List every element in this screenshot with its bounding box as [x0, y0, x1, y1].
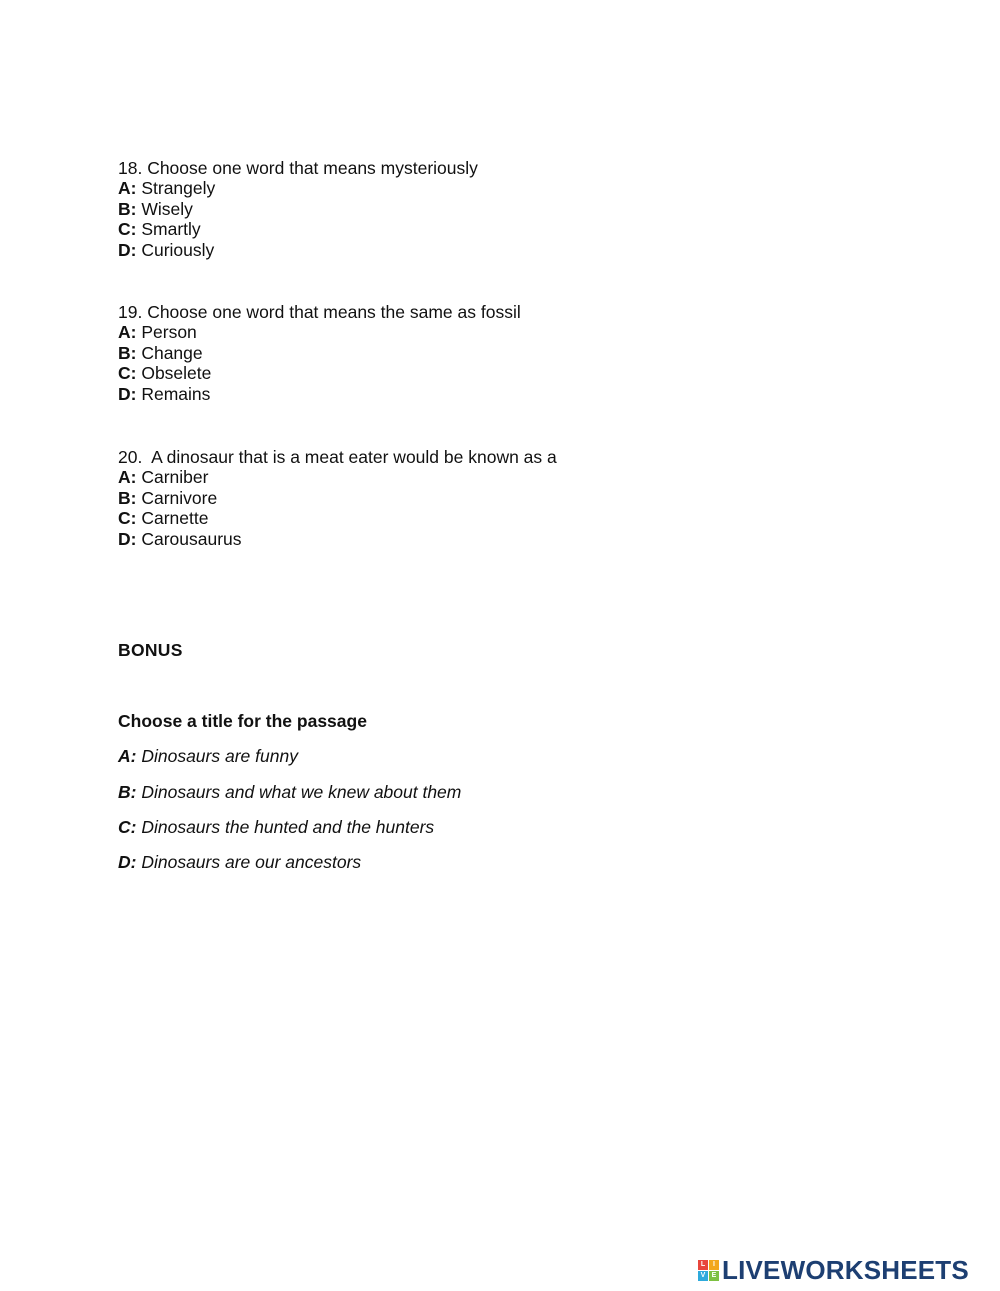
option-letter: C: [118, 817, 137, 837]
question-text: 18. Choose one word that means mysteriously [118, 158, 478, 178]
logo-mark-letter: V [698, 1271, 708, 1281]
option-text: Change [136, 342, 203, 363]
question-text: 19. Choose one word that means the same as fossil [118, 302, 521, 322]
option-letter: D: [118, 528, 137, 549]
option-letter: C: [118, 508, 137, 529]
option-a[interactable] [118, 467, 557, 487]
option-d[interactable] [118, 240, 478, 260]
bonus-option-a[interactable] [118, 746, 298, 767]
option-letter: A: [118, 178, 137, 199]
option-text: Dinosaurs the hunted and the hunters [136, 817, 435, 837]
option-letter: B: [118, 198, 137, 219]
option-text: Carniber [136, 467, 209, 488]
option-letter: D: [118, 852, 137, 872]
liveworksheets-logo [698, 1256, 969, 1284]
option-c[interactable] [118, 508, 557, 528]
bonus-question: Choose a title for the passage [118, 711, 367, 731]
option-d[interactable] [118, 529, 557, 549]
option-text: Strangely [136, 178, 216, 199]
question-18 [118, 158, 478, 260]
option-b[interactable] [118, 199, 478, 219]
option-letter: B: [118, 782, 137, 802]
logo-mark-letter: L [698, 1260, 708, 1270]
option-a[interactable] [118, 178, 478, 198]
option-text: Dinosaurs are funny [136, 746, 298, 766]
logo-mark-icon [698, 1260, 719, 1281]
option-b[interactable] [118, 488, 557, 508]
option-letter: A: [118, 322, 137, 343]
option-text: Dinosaurs are our ancestors [136, 852, 362, 872]
logo-text: LIVEWORKSHEETS [722, 1254, 969, 1285]
option-text: Dinosaurs and what we knew about them [136, 782, 462, 802]
option-text: Person [136, 322, 197, 343]
option-b[interactable] [118, 343, 521, 363]
option-letter: B: [118, 487, 137, 508]
bonus-heading: BONUS [118, 640, 183, 660]
option-text: Curiously [136, 239, 215, 260]
option-d[interactable] [118, 384, 521, 404]
option-letter: B: [118, 342, 137, 363]
question-20 [118, 447, 557, 549]
question-text: 20. A dinosaur that is a meat eater would be known as a [118, 447, 557, 467]
bonus-option-b[interactable] [118, 782, 461, 803]
bonus-option-d[interactable] [118, 852, 361, 873]
option-text: Carousaurus [136, 528, 242, 549]
option-letter: A: [118, 746, 137, 766]
option-text: Remains [136, 383, 211, 404]
option-a[interactable] [118, 322, 521, 342]
option-text: Carnivore [136, 487, 218, 508]
option-letter: D: [118, 383, 137, 404]
option-c[interactable] [118, 219, 478, 239]
logo-mark-letter: I [709, 1260, 719, 1270]
option-text: Obselete [136, 363, 212, 384]
option-letter: A: [118, 467, 137, 488]
option-c[interactable] [118, 363, 521, 383]
logo-mark-letter: E [709, 1271, 719, 1281]
option-text: Smartly [136, 219, 201, 240]
question-19 [118, 302, 521, 404]
option-text: Carnette [136, 508, 209, 529]
option-text: Wisely [136, 198, 193, 219]
bonus-option-c[interactable] [118, 817, 434, 838]
option-letter: C: [118, 363, 137, 384]
option-letter: D: [118, 239, 137, 260]
option-letter: C: [118, 219, 137, 240]
